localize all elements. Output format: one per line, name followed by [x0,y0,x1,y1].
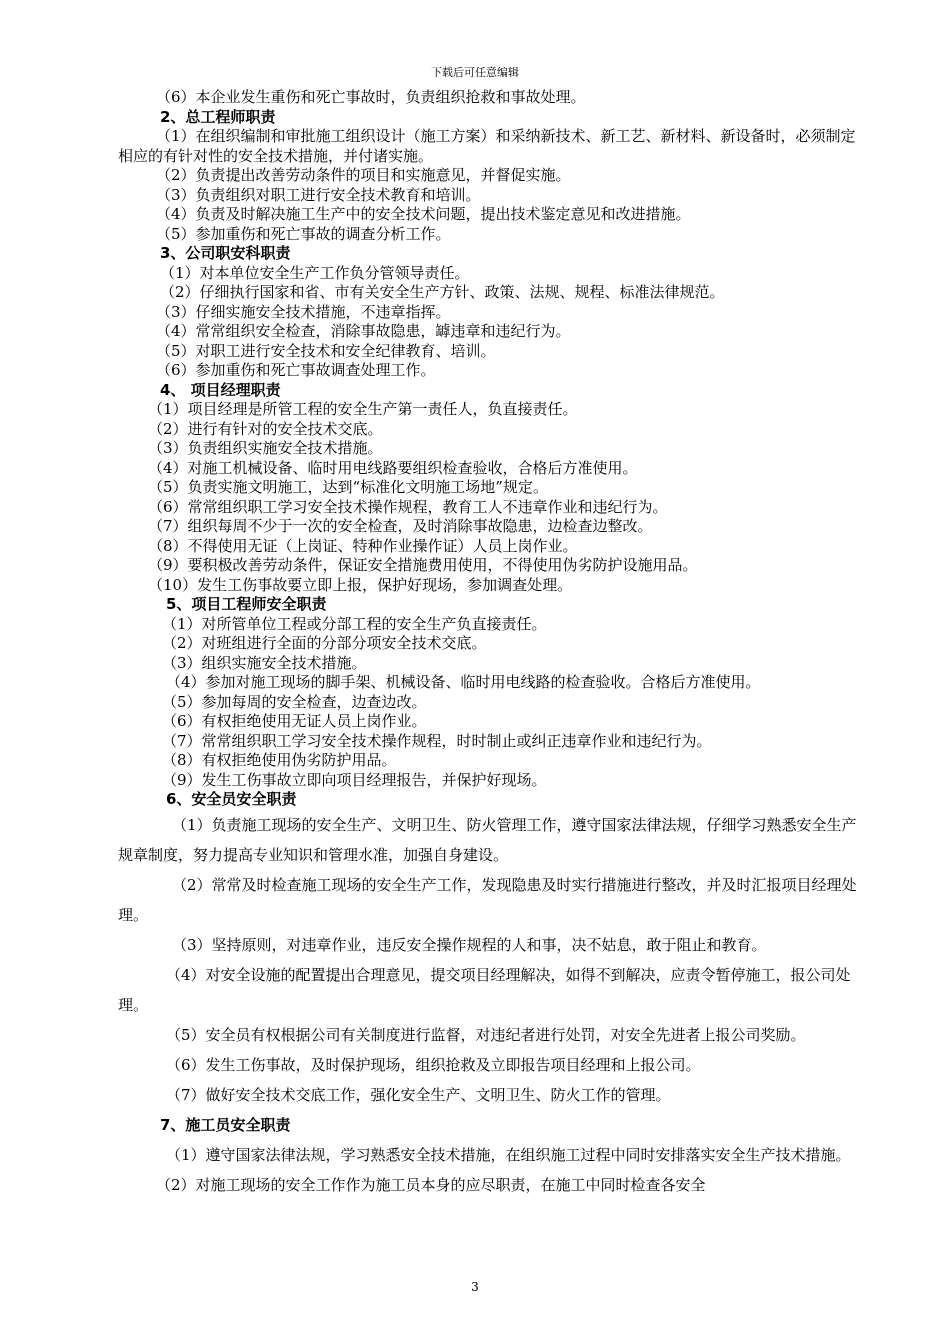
paragraph-line: （3）负责组织实施安全技术措施。 [148,439,383,457]
paragraph-line: （2）对施工现场的安全工作作为施工员本身的应尽职责，在施工中同时检查各安全 [156,1175,706,1194]
paragraph-line: （5）安全员有权根据公司有关制度进行监督，对违纪者进行处罚，对安全先进者上报公司奖励。 [166,1025,806,1044]
paragraph-line: （6）常常组织职工学习安全技术操作规程，教育工人不违章作业和违纪行为。 [148,497,668,516]
paragraph-line: （3）负责组织对职工进行安全技术教育和培训。 [156,185,481,204]
paragraph-line: （7）常常组织职工学习安全技术操作规程，时时制止或纠正违章作业和违纪行为。 [162,731,712,750]
paragraph-line: （4）对施工机械设备、临时用电线路要组织检查验收，合格后方准使用。 [148,458,638,477]
paragraph-line: （1）负责施工现场的安全生产、文明卫生、防火管理工作，遵守国家法律法规，仔细学习熟悉安全生产规章制度，努力提高专业知识和管理水准，加强自身建设。 [118,815,857,864]
paragraph-line: （4）参加对施工现场的脚手架、机械设备、临时用电线路的检查验收。合格后方准使用。 [166,673,761,691]
paragraph-line: （5）参加每周的安全检查，边查边改。 [162,692,427,711]
paragraph-line: （5）参加重伤和死亡事故的调查分析工作。 [156,224,451,243]
paragraph-line: （6）参加重伤和死亡事故调查处理工作。 [156,361,436,379]
section-heading: 5、项目工程师安全职责 [166,595,327,613]
paragraph-line: （10）发生工伤事故要立即上报，保护好现场，参加调查处理。 [148,575,573,594]
section-heading: 4、 项目经理职责 [160,380,281,399]
paragraph-line: （9）要积极改善劳动条件，保证安全措施费用使用，不得使用伪劣防护设施用品。 [148,556,698,574]
paragraph-line: （1）遵守国家法律法规，学习熟悉安全技术措施，在组织施工过程中同时安排落实安全生产技术措施。 [166,1145,851,1164]
paragraph-line: （2）对班组进行全面的分部分项安全技术交底。 [162,634,487,652]
paragraph-line: （7）组织每周不少于一次的安全检查，及时消除事故隐患，边检查边整改。 [148,517,653,535]
paragraph-line: （5）对职工进行安全技术和安全纪律教育、培训。 [156,341,496,360]
paragraph-line: （6）发生工伤事故，及时保护现场，组织抢救及立即报告项目经理和上报公司。 [166,1055,701,1074]
section-heading: 3、公司职安科职责 [160,244,291,262]
paragraph-line: （6）本企业发生重伤和死亡事故时，负责组织抢救和事故处理。 [156,88,586,106]
paragraph-line: （3）仔细实施安全技术措施，不违章指挥。 [156,302,451,321]
paragraph-line: （9）发生工伤事故立即向项目经理报告，并保护好现场。 [162,770,547,789]
page-number: 3 [471,1280,479,1294]
paragraph-line: （5）负责实施文明施工，达到“标准化文明施工场地”规定。 [148,478,548,496]
paragraph-line: （1）在组织编制和审批施工组织设计（施工方案）和采纳新技术、新工艺、新材料、新设备时，必须制定相应的有针对性的安全技术措施，并付诸实施。 [118,127,856,165]
paragraph-line: （2）常常及时检查施工现场的安全生产工作，发现隐患及时实行措施进行整改，并及时汇报项目经理处理。 [118,875,857,924]
paragraph-line: （6）有权拒绝使用无证人员上岗作业。 [162,712,427,730]
section-heading: 2、总工程师职责 [160,107,276,126]
section-heading: 7、施工员安全职责 [160,1115,291,1134]
page-header: 下载后可任意编辑 [431,66,519,79]
paragraph-line: （4）负责及时解决施工生产中的安全技术问题，提出技术鉴定意见和改进措施。 [156,205,691,223]
paragraph-line: （1）项目经理是所管工程的安全生产第一责任人，负直接责任。 [148,400,578,418]
paragraph-line: （4）对安全设施的配置提出合理意见，提交项目经理解决，如得不到解决，应责令暂停施工，报公司处理。 [118,965,851,1014]
paragraph-line: （1）对本单位安全生产工作负分管领导责任。 [160,263,470,282]
paragraph-line: （3）组织实施安全技术措施。 [162,653,367,672]
paragraph-line: （2）仔细执行国家和省、市有关安全生产方针、政策、法规、规程、标准法律规范。 [160,283,725,301]
paragraph-line: （2）进行有针对的安全技术交底。 [148,419,383,438]
paragraph-line: （8）有权拒绝使用伪劣防护用品。 [162,751,397,769]
document-body [118,88,858,1200]
paragraph-line: （7）做好安全技术交底工作，强化安全生产、文明卫生、防火工作的管理。 [166,1085,671,1104]
paragraph-line: （4）常常组织安全检查，消除事故隐患，罅违章和违纪行为。 [156,322,571,340]
paragraph-line: （8）不得使用无证（上岗证、特种作业操作证）人员上岗作业。 [148,536,578,555]
paragraph-line: （2）负责提出改善劳动条件的项目和实施意见，并督促实施。 [156,166,571,184]
section-heading: 6、安全员安全职责 [166,790,297,808]
paragraph-line: （3）坚持原则，对违章作业，违反安全操作规程的人和事，决不姑息，敢于阻止和教育。 [172,935,767,954]
paragraph-line: （1）对所管单位工程或分部工程的安全生产负直接责任。 [162,614,547,633]
